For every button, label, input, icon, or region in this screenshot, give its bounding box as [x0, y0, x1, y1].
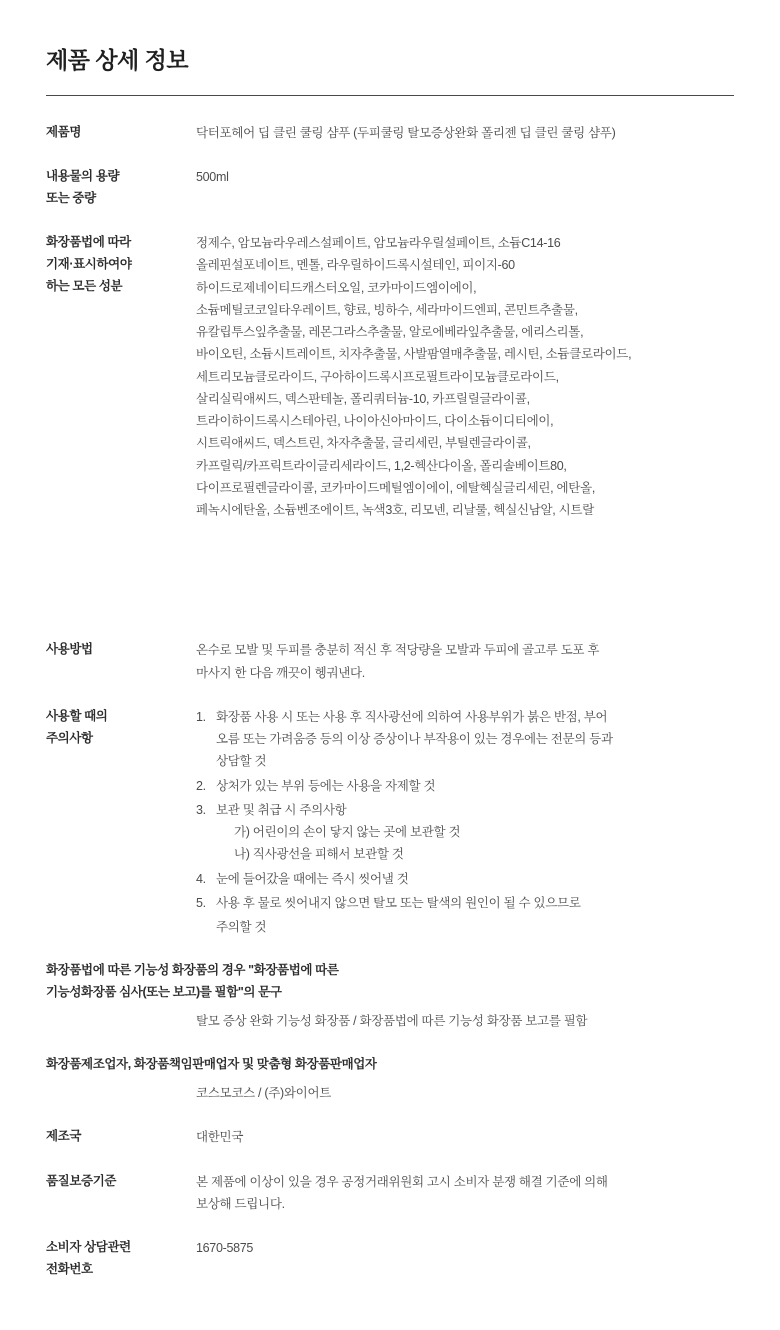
row-value-volume: 500ml	[196, 170, 229, 185]
row-label-caution-line-1: 사용할 때의	[46, 708, 108, 723]
functional-label-line-2: 기능성화장품 심사(또는 보고)를 필함"의 문구	[46, 985, 282, 1000]
row-label-volume	[46, 166, 196, 232]
row-value-consumer-phone: 1670-5875	[196, 1241, 254, 1256]
list-item-number: 4.	[196, 871, 206, 886]
caution-tail-note: 주의할 것	[216, 920, 267, 934]
section-spacer	[46, 543, 734, 639]
row-label-origin: 제조국	[46, 1129, 82, 1144]
page-title: 제품 상세 정보	[46, 47, 189, 73]
table-row	[46, 122, 734, 166]
ingredient-line: 다이프로필렌글라이콜, 코카마이드메틸엠이에이, 에탈헥실글리세린, 에탄올,	[196, 480, 596, 495]
row-label-ingredients-line-2: 기재·표시하여야	[46, 256, 132, 271]
warranty-line: 보상해 드립니다.	[196, 1196, 285, 1211]
row-label-usage: 사용방법	[46, 642, 93, 657]
list-item	[196, 706, 734, 773]
row-label-caution-line-2: 주의사항	[46, 730, 93, 745]
sub-list-item: 가) 어린이의 손이 닿지 않는 곳에 보관할 것	[234, 825, 461, 839]
row-label-consumer-phone-line-2: 전화번호	[46, 1262, 93, 1276]
table-row	[46, 1237, 734, 1303]
ingredient-line: 바이오틴, 소듐시트레이트, 치자추출물, 사발팜열매추출물, 레시틴, 소듐클로라이드,	[196, 347, 632, 362]
manufacturer-value: 코스모코스 / (주)와이어트	[196, 1086, 331, 1101]
title-divider	[46, 95, 734, 96]
usage-line: 마사지 한 다음 깨끗이 헹궈낸다.	[196, 665, 365, 680]
list-item-line: 상처가 있는 부위 등에는 사용을 자제할 것	[216, 778, 436, 793]
row-label-consumer-phone-line-1: 소비자 상담관련	[46, 1240, 131, 1255]
row-label-ingredients-line-1: 화장품법에 따라	[46, 235, 131, 249]
table-row	[46, 706, 734, 961]
list-item-line: 보관 및 취급 시 주의사항	[216, 802, 347, 817]
row-value-ingredients	[196, 232, 734, 543]
list-item-line: 눈에 들어갔을 때에는 즉시 씻어낼 것	[216, 871, 409, 886]
functional-label	[46, 960, 734, 1010]
manufacturer-label: 화장품제조업자, 화장품책임판매업자 및 맞춤형 화장품판매업자	[46, 1057, 377, 1072]
row-label-consumer-phone	[46, 1237, 196, 1303]
table-row	[46, 639, 734, 706]
row-label-caution	[46, 706, 196, 961]
ingredient-line: 정제수, 암모늄라우레스설페이트, 암모늄라우릴설페이트, 소듐C14-16	[196, 236, 561, 250]
spec-table	[46, 122, 734, 960]
list-item	[196, 868, 734, 890]
row-value-product-name: 닥터포헤어 딥 클린 쿨링 샴푸 (두피쿨링 탈모증상완화 폴리젠 딥 클린 쿨링 샴푸)	[196, 126, 616, 140]
table-row	[46, 166, 734, 232]
list-item-line: 오름 또는 가려움증 등의 이상 증상이나 부작용이 있는 경우에는 전문의 등과	[216, 732, 613, 746]
caution-sub-list	[216, 821, 734, 866]
row-label-product-name: 제품명	[46, 125, 82, 139]
list-item	[196, 775, 734, 797]
row-label-ingredients-line-3: 하는 모든 성분	[46, 278, 123, 293]
row-label-volume-line-2: 또는 중량	[46, 191, 96, 206]
table-row	[46, 1171, 734, 1238]
ingredient-line: 트라이하이드록시스테아린, 나이아신아마이드, 다이소듐이디티에이,	[196, 414, 554, 428]
row-label-volume-line-1: 내용물의 용량	[46, 169, 120, 184]
row-value-usage	[196, 639, 734, 706]
list-item-line: 화장품 사용 시 또는 사용 후 직사광선에 의하여 사용부위가 붉은 반점, 부어	[216, 709, 608, 724]
list-item-number: 1.	[196, 709, 206, 724]
row-value-warranty	[196, 1171, 734, 1238]
list-item	[196, 799, 734, 866]
row-value-origin: 대한민국	[196, 1130, 244, 1145]
section-spacer-right	[196, 543, 734, 639]
ingredient-line: 올레핀설포네이트, 멘톨, 라우릴하이드록시설테인, 피이지-60	[196, 258, 515, 273]
row-label-warranty: 품질보증기준	[46, 1173, 117, 1188]
list-item-number: 3.	[196, 802, 206, 817]
ingredient-line: 하이드로제네이티드캐스터오일, 코카마이드엠이에이,	[196, 280, 477, 295]
list-item-number: 2.	[196, 778, 206, 793]
ingredient-line: 카프릴릭/카프릭트라이글리세라이드, 1,2-헥산다이올, 폴리솔베이트80,	[196, 458, 567, 473]
ingredient-line: 세트리모늄클로라이드, 구아하이드록시프로필트라이모늄클로라이드,	[196, 369, 559, 384]
functional-value: 탈모 증상 완화 기능성 화장품 / 화장품법에 따른 기능성 화장품 보고를 필함	[196, 1014, 588, 1028]
list-item-number: 5.	[196, 895, 206, 910]
ingredient-line: 유칼립투스잎추출물, 레몬그라스추출물, 알로에베라잎추출물, 에리스리톨,	[196, 325, 584, 339]
table-row	[46, 1126, 734, 1170]
ingredient-line: 살리실릭애씨드, 덱스판테놀, 폴리쿼터늄-10, 카프릴릴글라이콜,	[196, 391, 530, 406]
functional-label-line-1: 화장품법에 따른 기능성 화장품의 경우 "화장품법에 따른	[46, 963, 339, 978]
list-item	[196, 892, 734, 914]
usage-line: 온수로 모발 및 두피를 충분히 적신 후 적당량을 모발과 두피에 골고루 도포 후	[196, 643, 600, 658]
list-item-line: 사용 후 물로 씻어내지 않으면 탈모 또는 탈색의 원인이 될 수 있으므로	[216, 895, 581, 910]
ingredient-line: 시트릭애씨드, 덱스트린, 차자추출물, 글리세린, 부틸렌글라이콜,	[196, 436, 531, 451]
list-item-line: 상담할 것	[216, 754, 267, 769]
ingredient-line: 페녹시에탄올, 소듐벤조에이트, 녹색3호, 리모넨, 리날룰, 헥실신남알, 시트랄	[196, 503, 594, 517]
row-value-caution	[196, 706, 734, 961]
warranty-line: 본 제품에 이상이 있을 경우 공정거래위원회 고시 소비자 분쟁 해결 기준에 의해	[196, 1174, 608, 1189]
spec-table-bottom	[46, 1126, 734, 1303]
caution-list	[196, 706, 734, 914]
table-row	[46, 232, 734, 543]
row-label-ingredients	[46, 232, 196, 543]
section-spacer-left	[46, 543, 196, 639]
sub-list-item: 나) 직사광선을 피해서 보관할 것	[234, 847, 404, 862]
ingredient-line: 소듐메틸코코일타우레이트, 향료, 빙하수, 세라마이드엔피, 콘민트추출물,	[196, 302, 578, 317]
